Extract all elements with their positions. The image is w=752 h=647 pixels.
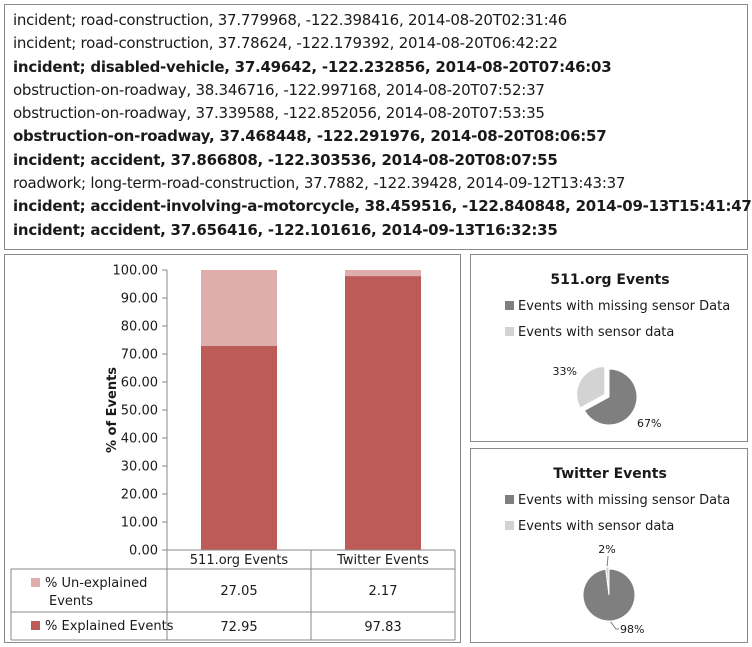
log-line: roadwork; long-term-road-construction, 37.7882, -122.39428, 2014-09-12T13:43:37: [13, 174, 626, 193]
pie-title: Twitter Events: [553, 466, 667, 482]
pie-slice-label: 2%: [598, 543, 616, 556]
pie-legend-label: Events with missing sensor Data: [518, 493, 731, 508]
pie-legend-swatch: [505, 521, 514, 530]
y-tick-label: 10.00: [120, 515, 158, 531]
y-tick-label: 40.00: [120, 431, 158, 447]
y-axis-title: % of Events: [105, 366, 120, 454]
pie-chart-511: [471, 255, 749, 443]
y-tick-label: 20.00: [120, 487, 158, 503]
bar-unexplained: [201, 270, 277, 346]
log-line: incident; accident, 37.866808, -122.303536, 2014-08-20T08:07:55: [13, 150, 558, 169]
legend-swatch-explained: [31, 621, 40, 630]
pie-slice-label: 98%: [620, 623, 645, 636]
bar-explained: [201, 346, 277, 550]
legend-swatch-unexplained: [31, 578, 40, 587]
bar-explained: [345, 276, 421, 550]
pie-legend-swatch: [505, 327, 514, 336]
y-tick-label: 90.00: [120, 291, 158, 307]
log-line: incident; accident, 37.656416, -122.101616, 2014-09-13T16:32:35: [13, 220, 558, 239]
table-value-explained: 97.83: [364, 620, 402, 635]
pie-title: 511.org Events: [550, 272, 670, 288]
category-label: 511.org Events: [189, 553, 289, 568]
pie-legend-label: Events with sensor data: [518, 519, 675, 534]
log-line: obstruction-on-roadway, 37.468448, -122.291976, 2014-08-20T08:06:57: [13, 127, 607, 146]
pie-chart-panel-511: [470, 254, 748, 442]
legend-label-explained: % Explained Events: [45, 619, 174, 634]
stacked-bar-chart-panel: [4, 254, 461, 643]
table-value-explained: 72.95: [220, 620, 258, 635]
pie-chart-twitter: [471, 449, 749, 644]
bar-unexplained: [345, 270, 421, 276]
y-tick-label: 0.00: [129, 543, 158, 559]
y-tick-label: 50.00: [120, 403, 158, 419]
y-tick-label: 70.00: [120, 347, 158, 363]
pie-leader-line: [607, 556, 608, 566]
log-line: incident; road-construction, 37.78624, -122.179392, 2014-08-20T06:42:22: [13, 34, 558, 53]
y-tick-label: 100.00: [112, 263, 158, 279]
pie-legend-label: Events with sensor data: [518, 325, 675, 340]
y-tick-label: 80.00: [120, 319, 158, 335]
log-line: obstruction-on-roadway, 38.346716, -122.997168, 2014-08-20T07:52:37: [13, 80, 545, 99]
log-line: incident; disabled-vehicle, 37.49642, -122.232856, 2014-08-20T07:46:03: [13, 57, 612, 76]
pie-chart-panel-twitter: [470, 448, 748, 643]
log-line: obstruction-on-roadway, 37.339588, -122.852056, 2014-08-20T07:53:35: [13, 104, 545, 123]
pie-legend-swatch: [505, 495, 514, 504]
table-value-unexplained: 27.05: [220, 584, 258, 599]
stacked-bar-chart: [5, 255, 462, 644]
y-tick-label: 60.00: [120, 375, 158, 391]
category-label: Twitter Events: [337, 553, 429, 568]
pie-legend-label: Events with missing sensor Data: [518, 299, 731, 314]
log-line: incident; accident-involving-a-motorcycle, 38.459516, -122.840848, 2014-09-13T15:41:47: [13, 197, 752, 216]
legend-label-unexplained: % Un-explained Events: [45, 576, 148, 609]
event-log-box: [4, 4, 752, 250]
pie-legend-swatch: [505, 301, 514, 310]
table-value-unexplained: 2.17: [368, 584, 398, 599]
y-tick-label: 30.00: [120, 459, 158, 475]
log-line: incident; road-construction, 37.779968, -122.398416, 2014-08-20T02:31:46: [13, 11, 567, 29]
pie-slice-label: 33%: [552, 365, 577, 378]
pie-leader-line: [611, 622, 619, 629]
pie-slice-label: 67%: [637, 417, 662, 430]
